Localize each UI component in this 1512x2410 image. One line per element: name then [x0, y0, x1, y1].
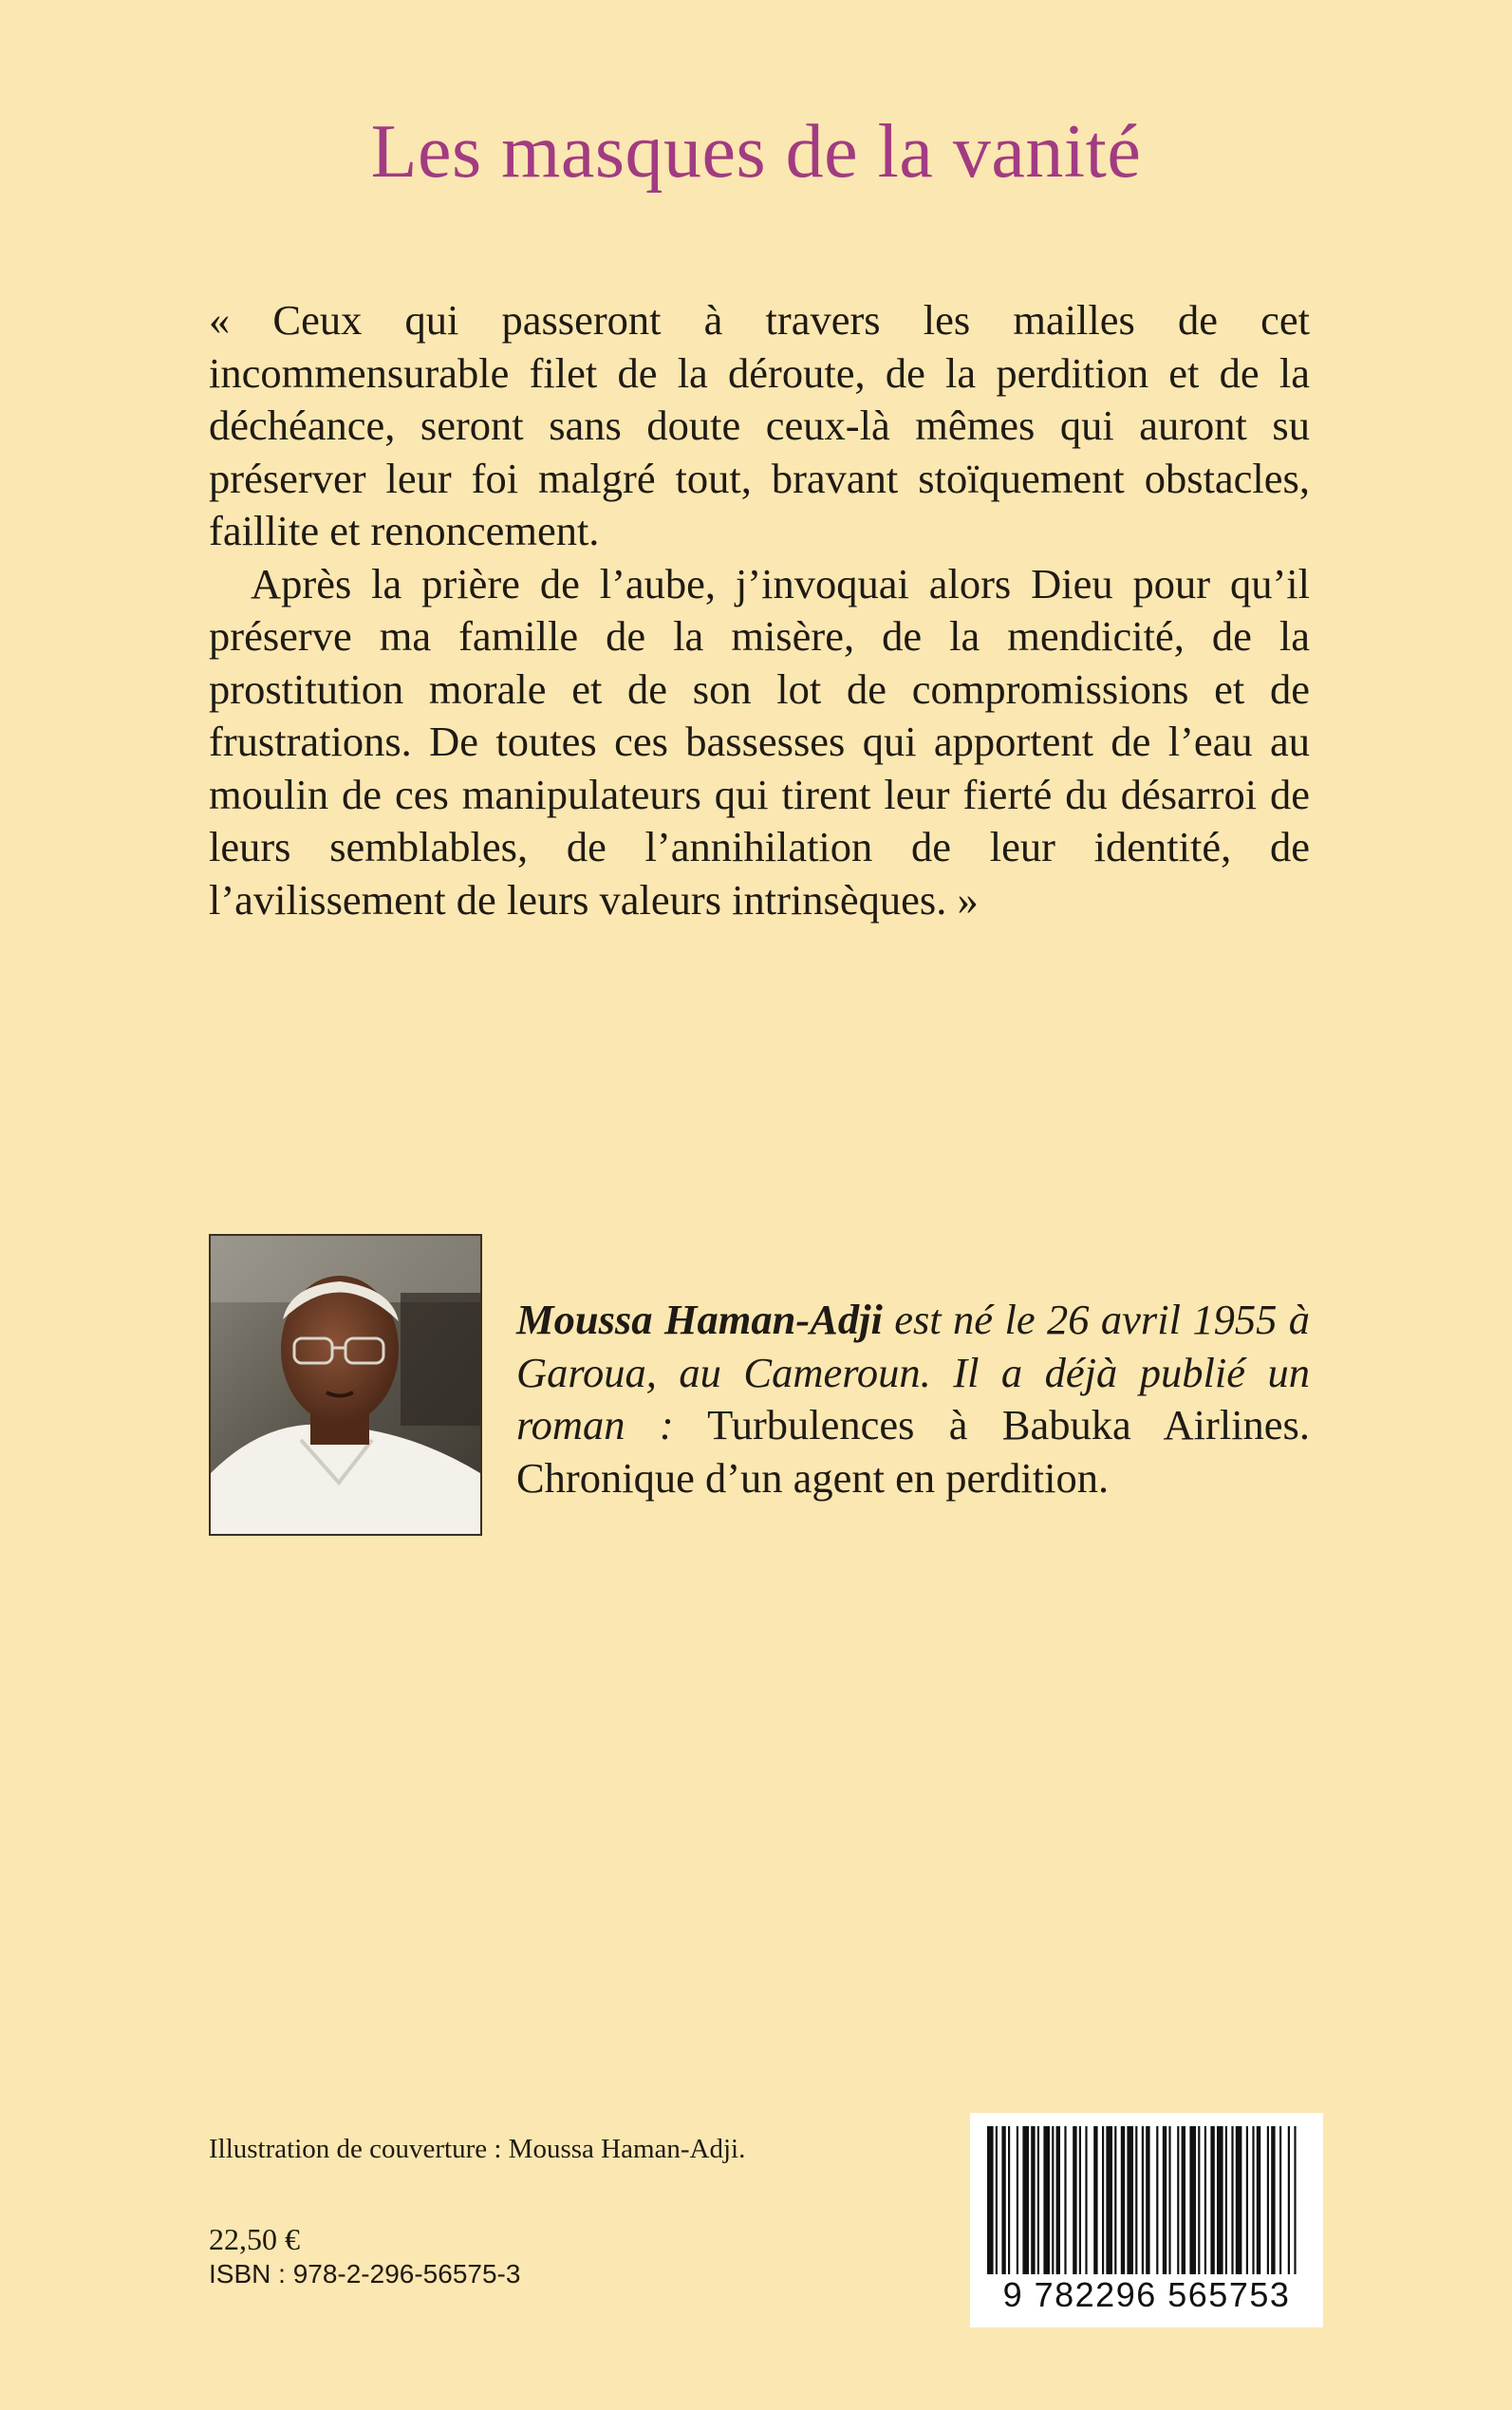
barcode-bar	[1008, 2126, 1010, 2274]
barcode-bar	[1231, 2126, 1233, 2274]
barcode-bar	[1182, 2126, 1185, 2274]
barcode-bar	[996, 2126, 998, 2274]
barcode-bar	[1106, 2126, 1112, 2274]
barcode-bar	[1085, 2126, 1087, 2274]
quote-paragraph-1: « Ceux qui passeront à travers les mailles de cet incommensurable filet de la déroute, de la perdition et de la déchéance, seront sans doute ceux-là mêmes qui auront su préserver leur foi malgré tout, bravant stoïquement obstacles, faillite et renoncement.	[209, 296, 1310, 554]
barcode-bar	[1210, 2126, 1214, 2274]
barcode-bar	[1052, 2126, 1054, 2274]
barcode-bar	[1001, 2126, 1005, 2274]
barcode-bar	[1225, 2126, 1227, 2274]
barcode-bar	[1267, 2126, 1269, 2274]
barcode-bar	[1031, 2126, 1035, 2274]
barcode-bar	[1102, 2126, 1104, 2274]
cover-illustration-credit: Illustration de couverture : Moussa Haman-Adji.	[209, 2134, 746, 2164]
barcode-bar	[1156, 2126, 1158, 2274]
barcode-bar	[1168, 2126, 1170, 2274]
author-name: Moussa Haman-Adji	[516, 1296, 883, 1343]
barcode-bar	[1017, 2126, 1018, 2274]
barcode-bar	[1043, 2126, 1050, 2274]
barcode-bar	[1142, 2126, 1144, 2274]
author-photo	[209, 1234, 482, 1536]
barcode-bar	[1246, 2126, 1248, 2274]
barcode-bar	[1177, 2126, 1179, 2274]
barcode-bar	[987, 2126, 994, 2274]
barcode-bar	[1279, 2126, 1281, 2274]
barcode-bar	[1294, 2126, 1296, 2274]
barcode-bar	[1204, 2126, 1206, 2274]
barcode-bar	[1189, 2126, 1196, 2274]
barcode-bar	[1163, 2126, 1167, 2274]
barcode-bar	[1093, 2126, 1097, 2274]
barcode-bar	[1037, 2126, 1039, 2274]
author-bio-text: est né le 26 avril 1955 à Garoua, au Cameroun. Il a déjà publié un roman :	[516, 1296, 1310, 1448]
barcode-bar	[1056, 2126, 1060, 2274]
barcode-bar	[1135, 2126, 1137, 2274]
isbn-barcode	[970, 2113, 1323, 2327]
barcode-bar	[1146, 2126, 1149, 2274]
barcode-bar	[1114, 2126, 1116, 2274]
barcode-bar	[1217, 2126, 1223, 2274]
previous-book-title: Turbulences à Babuka Airlines. Chronique d’un agent en perdition.	[516, 1401, 1310, 1502]
barcode-bar	[1252, 2126, 1254, 2274]
barcode-bar	[1236, 2126, 1242, 2274]
barcode-bar	[1257, 2126, 1260, 2274]
barcode-bar	[1198, 2126, 1200, 2274]
book-title: Les masques de la vanité	[370, 110, 1142, 194]
price: 22,50 €	[209, 2222, 300, 2256]
barcode-bars	[970, 2113, 1323, 2276]
quote-paragraph-2: Après la prière de l’aube, j’invoquai alors Dieu pour qu’il préserve ma famille de la misère, de la mendicité, de la prostitution morale et de son lot de compromissions et de frustrations. De toutes ces bassesses qui apportent de l’eau au moulin de ces manipulateurs qui tirent leur fierté du désarroi de leurs semblables, de l’annihilation de leur identité, de l’avilissement de leurs valeurs intrinsèques. »	[209, 559, 1310, 924]
author-bio	[516, 1294, 1310, 1504]
barcode-bar	[1064, 2126, 1066, 2274]
isbn: ISBN : 978-2-296-56575-3	[209, 2259, 521, 2289]
barcode-digits: 9 782296 565753	[1002, 2275, 1291, 2314]
barcode-bar	[1127, 2126, 1133, 2274]
back-cover-quote	[209, 294, 1310, 926]
barcode-bar	[1121, 2126, 1125, 2274]
barcode-bar	[1079, 2126, 1081, 2274]
barcode-bar	[1271, 2126, 1275, 2274]
barcode-bar	[1073, 2126, 1076, 2274]
barcode-bar	[1288, 2126, 1290, 2274]
barcode-bar	[1022, 2126, 1029, 2274]
